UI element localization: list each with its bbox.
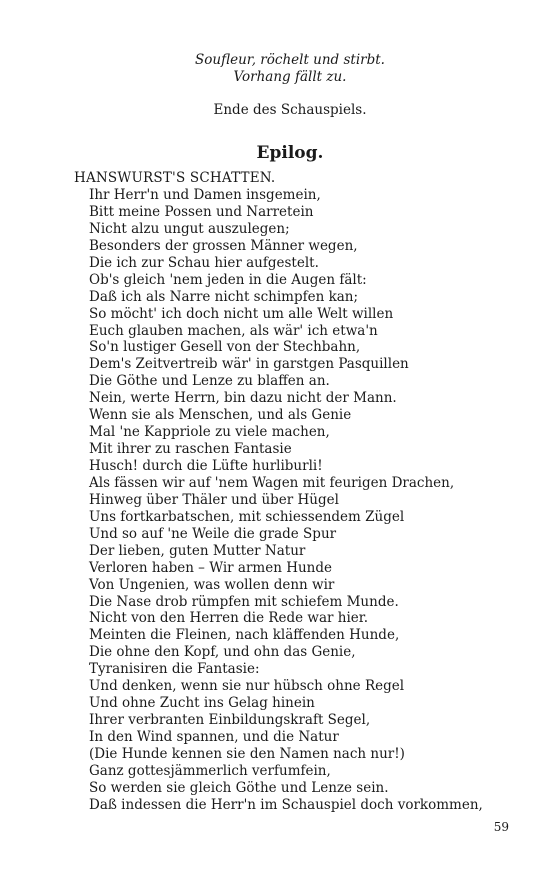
verse-line: Husch! durch die Lüfte hurliburli! [89,458,323,474]
verse-line: Nicht alzu ungut auszulegen; [89,220,290,237]
verse-line: Euch glauben machen, als wär' ich etwa'n [89,322,378,339]
verse-line: Ihrer verbranten Einbildungskraft Segel, [89,712,371,729]
stage-direction-1: Soufleur, röchelt und stirbt. [195,52,385,68]
verse-line: Mal 'ne Kappriole zu viele machen, [89,424,330,441]
stage-direction-2: Vorhang fällt zu. [233,69,347,85]
verse-line: Daß ich als Narre nicht schimpfen kan; [89,288,359,305]
verse-line: Ganz gottesjämmerlich verfumfein, [89,762,331,779]
verse-line: Die ich zur Schau hier aufgestelt. [89,254,319,271]
verse-line: Tyranisiren die Fantasie: [89,661,260,678]
end-of-play-line: Ende des Schauspiels. [213,102,367,118]
epilog-heading: Epilog. [256,143,324,163]
verse-line: Besonders der grossen Männer wegen, [89,237,358,254]
verse-line: Meinten die Fleinen, nach kläffenden Hunde, [89,627,400,644]
verse-line: Der lieben, guten Mutter Natur [89,542,306,559]
verse-line: Ob's gleich 'nem jeden in die Augen fält: [89,271,367,288]
verse-line: Hinweg über Thäler und über Hügel [89,491,339,508]
verse-line: In den Wind spannen, und die Natur [89,729,339,745]
verse-line: Nicht von den Herren die Rede war hier. [89,610,369,627]
verse-line: Und so auf 'ne Weile die grade Spur [89,525,337,542]
verse-line: Die ohne den Kopf, und ohn das Genie, [89,644,356,661]
verse-line: Ihr Herr'n und Damen insgemein, [89,187,321,203]
page-number: 59 [493,820,509,834]
verse-line: Daß indessen die Herr'n im Schauspiel doch vorkommen, [89,796,483,813]
verse-line: Die Nase drob rümpfen mit schiefem Munde. [89,593,399,610]
verse-line: Dem's Zeitvertreib wär' in garstgen Pasquillen [89,356,409,373]
verse-line: (Die Hunde kennen sie den Namen nach nur!) [89,745,405,762]
speaker-name: HANSWURST'S SCHATTEN. [74,170,276,186]
verse-line: Und ohne Zucht ins Gelag hinein [89,695,315,712]
verse-line: Als fässen wir auf 'nem Wagen mit feurigen Drachen, [89,474,455,491]
verse-line: Verloren haben – Wir armen Hunde [89,559,332,576]
verse-line: So werden sie gleich Göthe und Lenze sein. [89,779,389,796]
verse-line: Von Ungenien, was wollen denn wir [89,576,335,593]
verse-line: So'n lustiger Gesell von der Stechbahn, [89,339,361,356]
verse-line: Mit ihrer zu raschen Fantasie [89,441,292,458]
verse-list [89,187,483,814]
verse-line: Bitt meine Possen und Narretein [89,203,314,220]
verse-line: Die Göthe und Lenze zu blaffen an. [89,373,330,390]
verse-line: Wenn sie als Menschen, und als Genie [89,407,352,424]
verse-line: Und denken, wenn sie nur hübsch ohne Regel [89,678,405,695]
verse-line: Nein, werte Herrn, bin dazu nicht der Mann. [89,390,397,407]
verse-line: Uns fortkarbatschen, mit schiessendem Zügel [89,508,405,525]
verse-line: So möcht' ich doch nicht um alle Welt willen [89,305,394,322]
